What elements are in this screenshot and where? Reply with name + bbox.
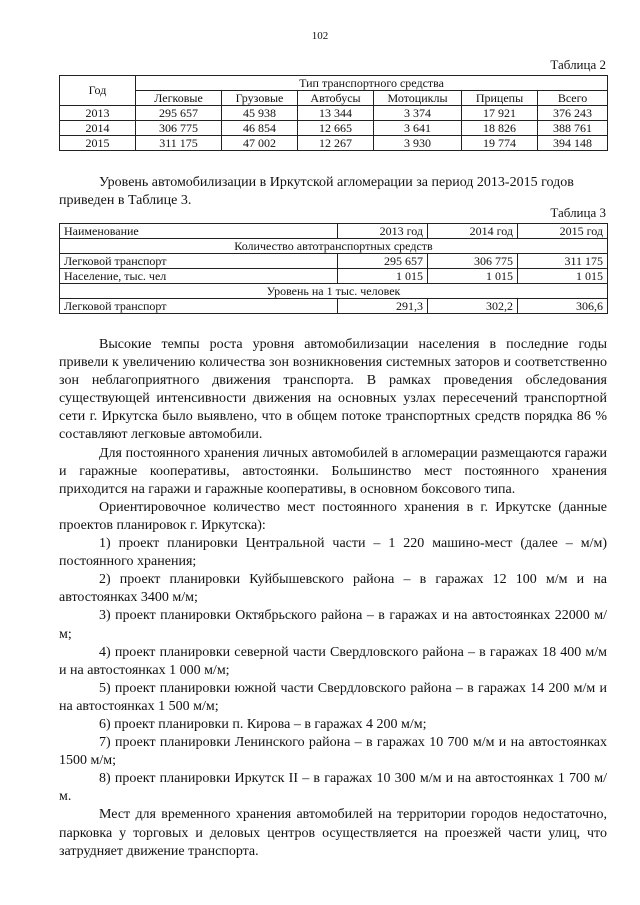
row-label: Легковой транспорт bbox=[60, 299, 338, 314]
column-header: Автобусы bbox=[298, 91, 374, 106]
list-item: 6) проект планировки п. Кирова – в гаражах 4 200 м/м; bbox=[99, 716, 427, 732]
year-header: 2013 год bbox=[338, 224, 428, 239]
table-cell: 388 761 bbox=[538, 121, 608, 136]
column-header: Мотоциклы bbox=[374, 91, 462, 106]
table-cell: 18 826 bbox=[462, 121, 538, 136]
paragraph: Мест для временного хранения автомобилей на территории городов недостаточно, парковка у торговых и деловых центров осуществляется на проезжей части улиц, что затрудняет движение транспорта. bbox=[59, 807, 607, 859]
list-item: 4) проект планировки северной части Свердловского района – в гаражах 18 400 м/м и на автостоянках 1 000 м/м; bbox=[59, 644, 607, 678]
column-header: Грузовые bbox=[222, 91, 298, 106]
table-cell: 291,3 bbox=[338, 299, 428, 314]
row-label: Легковой транспорт bbox=[60, 254, 338, 269]
list-item: 7) проект планировки Ленинского района – в гаражах 10 700 м/м и на автостоянках 1500 м/м; bbox=[59, 735, 607, 769]
motorization-table bbox=[59, 223, 608, 314]
table-cell: 47 002 bbox=[222, 136, 298, 151]
table-cell: 1 015 bbox=[428, 269, 518, 284]
year-cell: 2013 bbox=[60, 106, 136, 121]
year-header: Год bbox=[60, 76, 136, 106]
list-item: 3) проект планировки Октябрьского района – в гаражах и на автостоянках 22000 м/м; bbox=[59, 608, 607, 642]
list-item: 8) проект планировки Иркутск II – в гаражах 10 300 м/м и на автостоянках 1 700 м/м. bbox=[59, 771, 607, 805]
table-cell: 17 921 bbox=[462, 106, 538, 121]
table-cell: 1 015 bbox=[518, 269, 608, 284]
table-row bbox=[60, 136, 608, 151]
table-cell: 13 344 bbox=[298, 106, 374, 121]
section-row bbox=[60, 284, 608, 299]
table-header-row bbox=[60, 76, 608, 91]
table-cell: 302,2 bbox=[428, 299, 518, 314]
table-row bbox=[60, 299, 608, 314]
list-item: 5) проект планировки южной части Свердловского района – в гаражах 14 200 м/м и на автостоянках 1 500 м/м; bbox=[59, 680, 607, 714]
name-header: Наименование bbox=[60, 224, 338, 239]
year-cell: 2014 bbox=[60, 121, 136, 136]
body-text bbox=[59, 336, 607, 861]
table-cell: 3 930 bbox=[374, 136, 462, 151]
table-cell: 19 774 bbox=[462, 136, 538, 151]
intro-paragraph: Уровень автомобилизации в Иркутской агломерации за период 2013-2015 годов приведен в Таблице 3. bbox=[59, 175, 574, 208]
row-label: Население, тыс. чел bbox=[60, 269, 338, 284]
table-row bbox=[60, 121, 608, 136]
table-cell: 376 243 bbox=[538, 106, 608, 121]
table-cell: 12 665 bbox=[298, 121, 374, 136]
table-cell: 3 641 bbox=[374, 121, 462, 136]
table-cell: 295 657 bbox=[136, 106, 222, 121]
year-header: 2014 год bbox=[428, 224, 518, 239]
section-header: Количество автотранспортных средств bbox=[60, 239, 608, 254]
vehicle-type-header: Тип транспортного средства bbox=[136, 76, 608, 91]
year-header: 2015 год bbox=[518, 224, 608, 239]
table-cell: 45 938 bbox=[222, 106, 298, 121]
vehicle-types-table bbox=[59, 75, 608, 151]
table-cell: 306 775 bbox=[428, 254, 518, 269]
column-header: Прицепы bbox=[462, 91, 538, 106]
table-2-caption: Таблица 2 bbox=[550, 57, 606, 72]
table-cell: 3 374 bbox=[374, 106, 462, 121]
table-cell: 46 854 bbox=[222, 121, 298, 136]
year-cell: 2015 bbox=[60, 136, 136, 151]
table-row bbox=[60, 269, 608, 284]
table-3-caption: Таблица 3 bbox=[550, 205, 606, 220]
table-cell: 306 775 bbox=[136, 121, 222, 136]
paragraph: Для постоянного хранения личных автомобилей в агломерации размещаются гаражи и гаражные кооперативы, автостоянки. Большинство мест постоянного хранения приходится на гаражи и гаражные кооперативы, в основном боксового типа. bbox=[59, 445, 607, 497]
table-cell: 1 015 bbox=[338, 269, 428, 284]
table-cell: 306,6 bbox=[518, 299, 608, 314]
table-cell: 12 267 bbox=[298, 136, 374, 151]
table-row bbox=[60, 106, 608, 121]
table-cell: 311 175 bbox=[136, 136, 222, 151]
paragraph: Высокие темпы роста уровня автомобилизации населения в последние годы привели к увеличению количества зон возникновения системных заторов и соответственно зон неблагоприятного движения транспорта. В рамках проведения обследования существующей интенсивности движения на основных узлах пересечений транспортной сети г. Иркутска было выявлено, что в общем потоке транспортных средств порядка 86 % составляют легковые автомобили. bbox=[59, 337, 607, 443]
list-item: 2) проект планировки Куйбышевского района – в гаражах 12 100 м/м и на автостоянках 3400 м/м; bbox=[59, 572, 607, 606]
table-header-row bbox=[60, 224, 608, 239]
list-item: 1) проект планировки Центральной части – 1 220 машино-мест (далее – м/м) постоянного хранения; bbox=[59, 536, 607, 570]
table-header-row bbox=[60, 91, 608, 106]
section-row bbox=[60, 239, 608, 254]
column-header: Легковые bbox=[136, 91, 222, 106]
column-header: Всего bbox=[538, 91, 608, 106]
table-cell: 394 148 bbox=[538, 136, 608, 151]
paragraph: Ориентировочное количество мест постоянного хранения в г. Иркутске (данные проектов планировок г. Иркутска): bbox=[59, 499, 607, 533]
section-header: Уровень на 1 тыс. человек bbox=[60, 284, 608, 299]
table-row bbox=[60, 254, 608, 269]
page-number: 102 bbox=[311, 30, 329, 42]
table-cell: 295 657 bbox=[338, 254, 428, 269]
table-cell: 311 175 bbox=[518, 254, 608, 269]
